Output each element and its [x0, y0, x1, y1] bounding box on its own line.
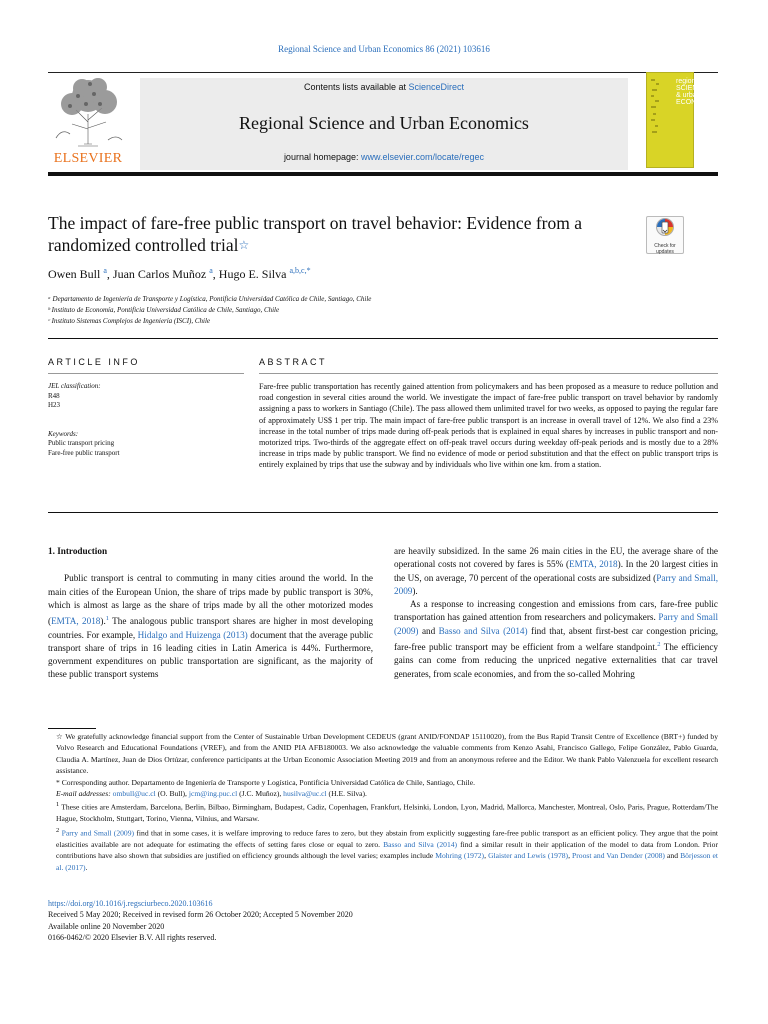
- author-affil-sup[interactable]: a: [209, 266, 213, 275]
- citation-link[interactable]: Glaister and Lewis (1978): [488, 851, 569, 861]
- author-affil-sup[interactable]: a,b,c,*: [289, 266, 311, 275]
- masthead-top-rule: [48, 72, 718, 73]
- intro-paragraph-1: [48, 572, 373, 681]
- masthead-thick-rule: [48, 172, 718, 176]
- citation-link[interactable]: Mohring (1972): [435, 851, 485, 861]
- affiliation-item: ᵇ Instituto de Economía, Pontificia Universidad Católica de Chile, Santiago, Chile: [48, 306, 280, 314]
- article-info-rule: [48, 373, 244, 374]
- text-run: are heavily subsidized. In the same 26 main cities in the EU, the average share of the operational costs not covered by fares is 55% (: [394, 546, 718, 570]
- citation-link[interactable]: Parry and Small, 2009: [394, 572, 718, 596]
- homepage-prefix: journal homepage:: [283, 152, 361, 162]
- affiliation-item: ᵃ Departamento de Ingeniería de Transporte y Logística, Pontificia Universidad Católica de Chile, Santiago, Chile: [48, 295, 372, 303]
- jel-code: R48: [48, 391, 60, 400]
- body-column-left: [48, 545, 373, 682]
- author-list: [48, 266, 668, 282]
- crossmark-icon: [655, 217, 675, 239]
- text-run: and: [418, 625, 439, 636]
- footnote-emails: [48, 788, 718, 799]
- author-separator: ,: [106, 267, 113, 281]
- elsevier-wordmark: ELSEVIER: [53, 151, 123, 166]
- text-run: find a similar result in their application of the model to data from London. Prior contributions have also shown that subsidies are justified on efficiency grounds although the level varies; examples include: [56, 839, 718, 861]
- journal-title: Regional Science and Urban Economics: [239, 113, 529, 133]
- footnote-ref-2[interactable]: 2: [657, 641, 661, 649]
- text-run: ,: [484, 851, 489, 861]
- contents-prefix: Contents lists available at: [303, 82, 409, 92]
- citation-link[interactable]: EMTA, 2018: [51, 616, 101, 627]
- text-run: Public transport is central to commuting in many cities around the world. In the main cities of the European Union, the share of trips made by public transport is 30%, which is almost as large as the share of trips made by all the other motorized modes (: [48, 573, 373, 627]
- citation-link[interactable]: Parry and Small (2009): [61, 828, 135, 838]
- footnote-mark: 1: [56, 801, 60, 809]
- intro-paragraph-2: [394, 598, 718, 681]
- available-online-date: Available online 20 November 2020: [48, 921, 165, 931]
- copyright-line: 0166-0462/© 2020 Elsevier B.V. All rights reserved.: [48, 933, 217, 943]
- abstract-bottom-rule: [48, 512, 718, 513]
- email-label: E-mail addresses:: [56, 789, 113, 799]
- homepage-link[interactable]: www.elsevier.com/locate/regec: [361, 152, 485, 162]
- text-run: As a response to increasing congestion and emissions from cars, fare-free public transportation has gained attention from researchers and policymakers.: [394, 599, 718, 623]
- contents-lists-line: [140, 82, 628, 92]
- author-name[interactable]: Juan Carlos Muñoz: [112, 267, 207, 281]
- text-run: find that in some cases, it is welfare improving to reduce fares to zero, but they abstain from explicitly suggesting fare-free public transport as an efficient policy. They argue that the point elasticities available are not adequate for estimating the effects of setting fares close or equal to zero.: [56, 828, 718, 849]
- abstract-body: Fare-free public transportation has recently gained attention from policymakers and has been proposed as a measure to reduce pollution and road congestion in several cities around the world. We investigate the impact of fare-free public transport on travel behavior by randomly assigning a pass to workers in Santiago (Chile). The pass allowed them unlimited travel for two weeks, as opposed to paying the regular fare of approximately US$ 1 per trip. The main impact of fare-free public transport is an increase in overall travel of 12%. We also find a 23% increase in the total number of trips made during off-peak periods that is explained in equal shares by increases in public transport and non-motorized trips. Two-thirds of the aggregate effect on off-peak travel occurs during weekday off-peak periods and is mostly due to a 28% increase in trips made by public transport. We find no evidence of mode or period substitution and that the effect on public transport trips is entirely explained by trips that use the subway and by individuals who live within one km. from a station.: [259, 382, 718, 470]
- keywords-label: Keywords:: [48, 429, 79, 438]
- body-column-right: [394, 545, 718, 681]
- author-name[interactable]: Hugo E. Silva: [218, 267, 287, 281]
- footnote-text: These cities are Amsterdam, Barcelona, Berlin, Bilbao, Birmingham, Budapest, Cadiz, Copenhagen, Frankfurt, Helsinki, London, Lyon, Madrid, Mallorca, Manchester, Montreal, Oslo, Paris, Prague, Rotterdam/The Hague, Stockholm, Stuttgart, Torino, Vienna, Vilnius, and Warsaw.: [56, 802, 718, 824]
- citation-link[interactable]: Hidalgo and Huizenga (2013): [137, 629, 248, 640]
- jel-code: H23: [48, 401, 61, 409]
- email-link[interactable]: jcm@ing.puc.cl: [188, 789, 238, 799]
- citation-link[interactable]: Parry and Small (2009): [394, 612, 718, 636]
- text-run: .: [85, 862, 88, 872]
- email-link[interactable]: husilva@uc.cl: [283, 789, 327, 799]
- article-title-text: The impact of fare-free public transport on travel behavior: Evidence from a randomized controlled trial: [48, 213, 582, 255]
- keyword: Fare-free public transport: [48, 448, 120, 457]
- journal-cover-text: regional SCIENCE & urban ECONOMICS: [676, 78, 720, 106]
- abstract-rule: [259, 373, 718, 374]
- text-run: The efficiency gains can come from reducing the unpriced negative externalities that car travel generates, from scale economies, and from the so-called Mohring: [394, 642, 718, 679]
- section-heading-introduction: 1. Introduction: [48, 546, 108, 556]
- section-rule: [48, 338, 718, 339]
- doi-link[interactable]: https://doi.org/10.1016/j.regsciurbeco.2020.103616: [48, 899, 213, 908]
- received-dates: Received 5 May 2020; Received in revised form 26 October 2020; Accepted 5 November 2020: [48, 910, 353, 920]
- title-footnote-star[interactable]: ☆: [238, 238, 250, 252]
- text-run: The analogous public transport shares are higher in most developing countries. For example,: [48, 616, 373, 640]
- abstract-heading: ABSTRACT: [259, 357, 328, 367]
- text-run: ,: [568, 851, 573, 861]
- text-run: and: [664, 851, 681, 861]
- footnote-2: [48, 825, 718, 873]
- author-separator: ,: [212, 267, 219, 281]
- check-for-updates-badge[interactable]: [646, 216, 684, 254]
- citation-link[interactable]: Basso and Silva (2014): [383, 839, 458, 849]
- citation-link[interactable]: Basso and Silva (2014): [438, 625, 528, 636]
- email-owner: (J.C. Muñoz),: [237, 789, 284, 799]
- author-name[interactable]: Owen Bull: [48, 267, 101, 281]
- text-run: ). In the 20 largest cities in the US, on average, 70 percent of the operational costs are subsidized (: [394, 559, 718, 583]
- footnote-corresponding: * Corresponding author. Departamento de Ingeniería de Transporte y Logística, Pontificia Universidad Católica de Chile, Santiago, Chile.: [56, 777, 476, 787]
- citation-link[interactable]: EMTA, 2018: [569, 559, 618, 570]
- article-info-block: [48, 382, 244, 458]
- text-run: ).: [100, 616, 106, 627]
- jel-label: JEL classification:: [48, 382, 101, 390]
- article-info-heading: ARTICLE INFO: [48, 357, 140, 367]
- article-title: [48, 212, 638, 256]
- affiliation-list: [48, 294, 668, 327]
- footnotes-block: [48, 731, 718, 873]
- affiliation-item: ᶜ Instituto Sistemas Complejos de Ingeniería (ISCI), Chile: [48, 317, 211, 325]
- footnote-acknowledgement: ☆ We gratefully acknowledge financial support from the Center of Sustainable Urban Development CEDEUS (grant ANID/FONDAP 15110020), from the Bus Rapid Transit Centre of Excellence (BRT+) funded by Volvo Research and Educational Foundations (VREF), and from the ANID PIA AFB180003. We also acknowledge the valuable comments from Kenzo Asahi, Francisco Gallego, Felipe González, Pablo Guarda, Claudia A. Martínez, Juan de Dios Ortúzar, conference participants at the Urban Economic Association Meeting 2019 and from an anonymous referee and the Editor. We thank Pablo Valenzuela for excellent research assistance.: [56, 732, 718, 776]
- publication-info: [48, 898, 718, 944]
- keyword: Public transport pricing: [48, 439, 115, 447]
- author-affil-sup[interactable]: a: [103, 266, 107, 275]
- email-owner: (H.E. Silva).: [326, 789, 367, 799]
- journal-homepage-line: [140, 152, 628, 162]
- text-run: document that the average public transport share of trips in 16 leading cities in Latin America is 44%. Furthermore, government expenditures on public transportation are significant, as the majority of these public transport systems: [48, 629, 374, 680]
- email-link[interactable]: ombull@uc.cl: [112, 789, 156, 799]
- footnote-ref-1[interactable]: 1: [105, 615, 109, 623]
- footnote-1: [48, 799, 718, 824]
- sciencedirect-link[interactable]: ScienceDirect: [408, 82, 465, 92]
- citation-link[interactable]: Proost and Van Dender (2008): [572, 851, 665, 861]
- citation-link[interactable]: Börjesson et al. (2017): [56, 851, 719, 872]
- text-run: ).: [412, 585, 418, 596]
- footnote-mark: 2: [56, 826, 60, 834]
- email-owner: (O. Bull),: [155, 789, 189, 799]
- footnote-rule: [48, 728, 96, 729]
- text-run: find that, absent first-best car congestion pricing, fare-free public transport may be efficient from a welfare standpoint.: [394, 625, 718, 653]
- crossmark-label: Check for updates: [654, 243, 676, 255]
- journal-citation-link[interactable]: Regional Science and Urban Economics 86 (2021) 103616: [278, 44, 490, 54]
- intro-paragraph-1-cont: [394, 545, 718, 598]
